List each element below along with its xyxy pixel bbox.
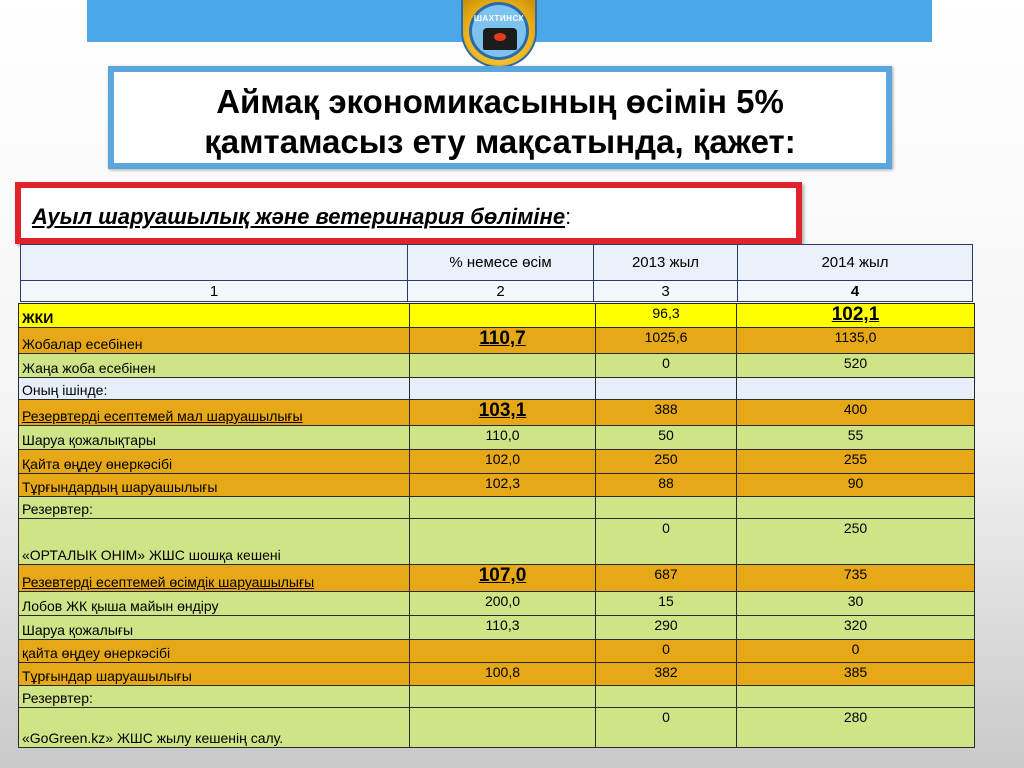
row-value-2013: 290 — [596, 616, 737, 640]
row-value-2013 — [596, 686, 737, 708]
row-value-2014: 0 — [737, 640, 975, 663]
row-value-2013: 382 — [596, 663, 737, 686]
row-growth: 100,8 — [410, 663, 596, 686]
table-header — [20, 244, 973, 302]
row-value-2014 — [737, 378, 975, 400]
header-row — [21, 245, 973, 281]
header-cell-2013: 2013 жыл — [594, 245, 738, 281]
row-growth: 102,0 — [410, 450, 596, 474]
table-row — [19, 592, 975, 616]
row-label: Лобов ЖК қыша майын өндіру — [19, 592, 410, 616]
row-label: Шаруа қожалығы — [19, 616, 410, 640]
row-label: Қайта өңдеу өнеркәсібі — [19, 450, 410, 474]
row-value-2014: 1135,0 — [737, 328, 975, 354]
title-line-1: Аймақ экономикасының өсімін 5% — [216, 83, 784, 120]
header-cell-2014: 2014 жыл — [738, 245, 973, 281]
row-label: Шаруа қожалықтары — [19, 426, 410, 450]
row-value-2014: 735 — [737, 565, 975, 592]
row-value-2014: 102,1 — [737, 304, 975, 328]
row-label: қайта өңдеу өнеркәсібі — [19, 640, 410, 663]
col-number-4: 4 — [738, 281, 973, 302]
row-value-2014: 520 — [737, 354, 975, 378]
row-growth: 110,3 — [410, 616, 596, 640]
row-label: Резевтерді есептемей өсімдік шаруашылығы — [19, 565, 410, 592]
row-growth: 102,3 — [410, 474, 596, 497]
table-row — [19, 328, 975, 354]
table-row — [19, 378, 975, 400]
row-label: Резервтер: — [19, 497, 410, 519]
row-value-2013: 250 — [596, 450, 737, 474]
table-row — [19, 474, 975, 497]
row-value-2014: 320 — [737, 616, 975, 640]
table-row — [19, 708, 975, 748]
header-cell-label — [21, 245, 408, 281]
row-growth: 110,7 — [410, 328, 596, 354]
table-row — [19, 519, 975, 565]
row-label: ЖКИ — [19, 304, 410, 328]
table-row — [19, 497, 975, 519]
row-growth — [410, 354, 596, 378]
row-label: «GoGreen.kz» ЖШС жылу кешенің салу. — [19, 708, 410, 748]
table-row — [19, 450, 975, 474]
row-value-2013: 687 — [596, 565, 737, 592]
row-growth: 110,0 — [410, 426, 596, 450]
row-value-2013: 0 — [596, 519, 737, 565]
subtitle-box — [15, 182, 802, 244]
header-cell-growth: % немесе өсім — [408, 245, 594, 281]
table-row — [19, 304, 975, 328]
row-value-2014: 400 — [737, 400, 975, 426]
table-row — [19, 663, 975, 686]
row-label: Резервтерді есептемей мал шаруашылығы — [19, 400, 410, 426]
subtitle — [32, 204, 571, 230]
row-growth — [410, 640, 596, 663]
row-value-2013: 96,3 — [596, 304, 737, 328]
row-value-2013 — [596, 378, 737, 400]
row-value-2014 — [737, 497, 975, 519]
row-value-2014: 280 — [737, 708, 975, 748]
row-growth: 103,1 — [410, 400, 596, 426]
row-label: Тұрғындар шаруашылығы — [19, 663, 410, 686]
header-number-row — [21, 281, 973, 302]
row-growth: 200,0 — [410, 592, 596, 616]
mine-icon — [483, 28, 517, 50]
row-growth — [410, 686, 596, 708]
table-row — [19, 565, 975, 592]
slide-title — [114, 82, 886, 162]
row-value-2014: 255 — [737, 450, 975, 474]
table-row — [19, 616, 975, 640]
table-row — [19, 640, 975, 663]
title-box — [108, 66, 892, 169]
row-value-2013: 0 — [596, 708, 737, 748]
row-label: Резервтер: — [19, 686, 410, 708]
table-row — [19, 354, 975, 378]
row-value-2014 — [737, 686, 975, 708]
row-value-2014: 90 — [737, 474, 975, 497]
row-value-2014: 250 — [737, 519, 975, 565]
subtitle-colon: : — [565, 204, 572, 229]
data-table — [18, 303, 975, 748]
row-value-2013: 50 — [596, 426, 737, 450]
row-value-2013: 0 — [596, 354, 737, 378]
row-value-2014: 385 — [737, 663, 975, 686]
row-growth — [410, 304, 596, 328]
row-value-2013: 0 — [596, 640, 737, 663]
row-value-2014: 30 — [737, 592, 975, 616]
emblem-text: ШАХТИНСК — [473, 14, 525, 23]
city-emblem-logo — [461, 0, 537, 68]
col-number-3: 3 — [594, 281, 738, 302]
row-value-2013: 1025,6 — [596, 328, 737, 354]
row-value-2013: 88 — [596, 474, 737, 497]
table-row — [19, 426, 975, 450]
row-growth — [410, 519, 596, 565]
row-label: Оның ішінде: — [19, 378, 410, 400]
row-label: Жобалар есебінен — [19, 328, 410, 354]
row-label: Жаңа жоба есебінен — [19, 354, 410, 378]
col-number-2: 2 — [408, 281, 594, 302]
row-growth — [410, 497, 596, 519]
row-label: Тұрғындардың шаруашылығы — [19, 474, 410, 497]
row-growth — [410, 708, 596, 748]
row-label: «ОРТАЛЫК ОНІМ» ЖШС шошқа кешені — [19, 519, 410, 565]
row-growth: 107,0 — [410, 565, 596, 592]
subtitle-label: Ауыл шаруашылық және ветеринария бөліміне — [32, 204, 566, 229]
row-value-2013: 388 — [596, 400, 737, 426]
col-number-1: 1 — [21, 281, 408, 302]
row-value-2014: 55 — [737, 426, 975, 450]
row-value-2013: 15 — [596, 592, 737, 616]
title-line-2: қамтамасыз ету мақсатында, қажет: — [204, 123, 796, 160]
table-row — [19, 686, 975, 708]
row-growth — [410, 378, 596, 400]
row-value-2013 — [596, 497, 737, 519]
table-row — [19, 400, 975, 426]
